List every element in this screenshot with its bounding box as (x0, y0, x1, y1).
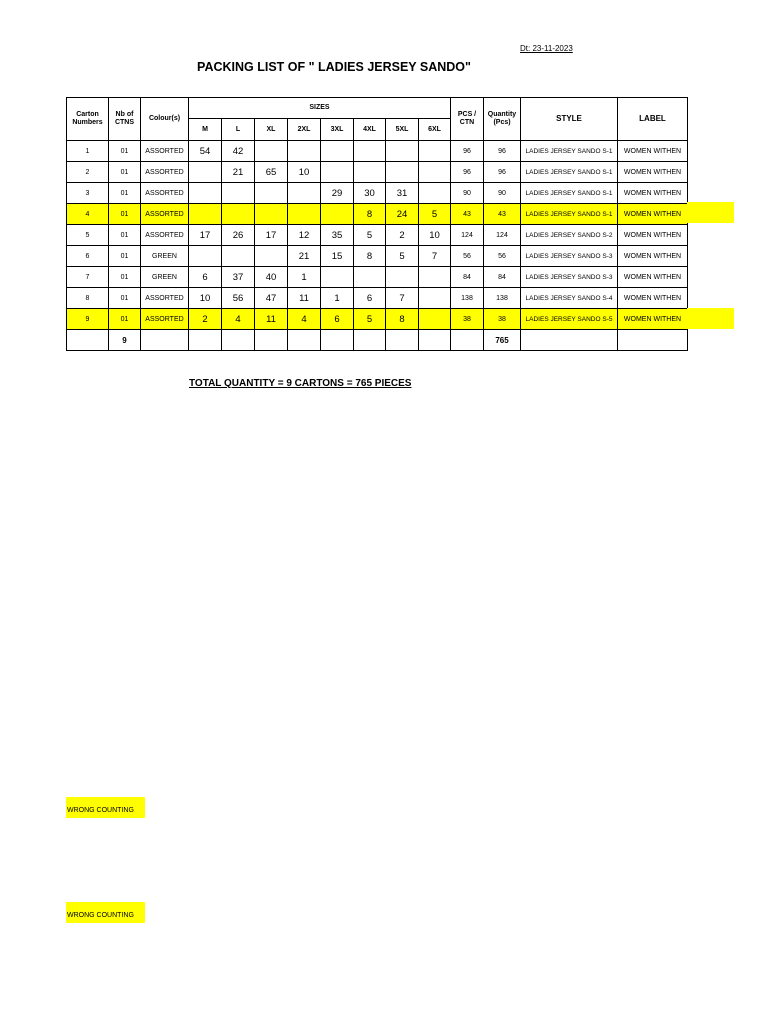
highlight-extension (687, 202, 734, 223)
size-qty: 40 (255, 267, 288, 288)
style: LADIES JERSEY SANDO S-1 (521, 162, 618, 183)
size-qty: 15 (321, 246, 354, 267)
nb-ctns: 01 (109, 288, 141, 309)
total-cell (386, 330, 419, 351)
carton-number: 6 (67, 246, 109, 267)
table-row (67, 288, 688, 309)
label: WOMEN WITHEN (618, 204, 688, 225)
size-qty (419, 267, 451, 288)
quantity: 124 (484, 225, 521, 246)
size-qty (386, 141, 419, 162)
size-qty (321, 162, 354, 183)
header-carton: Carton Numbers (67, 98, 109, 141)
size-qty: 42 (222, 141, 255, 162)
size-qty: 37 (222, 267, 255, 288)
style: LADIES JERSEY SANDO S-2 (521, 225, 618, 246)
quantity: 84 (484, 267, 521, 288)
size-qty: 5 (386, 246, 419, 267)
style: LADIES JERSEY SANDO S-3 (521, 267, 618, 288)
size-qty: 7 (419, 246, 451, 267)
nb-ctns: 01 (109, 309, 141, 330)
nb-ctns: 01 (109, 162, 141, 183)
quantity: 138 (484, 288, 521, 309)
pcs-per-ctn: 90 (451, 183, 484, 204)
size-qty: 5 (354, 225, 386, 246)
size-qty (321, 267, 354, 288)
carton-number: 1 (67, 141, 109, 162)
table-row (67, 309, 688, 330)
label: WOMEN WITHEN (618, 183, 688, 204)
pcs-per-ctn: 56 (451, 246, 484, 267)
size-qty: 31 (386, 183, 419, 204)
size-qty: 26 (222, 225, 255, 246)
size-qty (189, 204, 222, 225)
quantity: 43 (484, 204, 521, 225)
size-qty: 10 (288, 162, 321, 183)
size-qty (354, 267, 386, 288)
pcs-per-ctn: 96 (451, 162, 484, 183)
header-size-6xl: 6XL (419, 119, 451, 141)
size-qty: 54 (189, 141, 222, 162)
header-style: STYLE (521, 98, 618, 141)
size-qty (354, 162, 386, 183)
size-qty: 7 (386, 288, 419, 309)
total-cell (222, 330, 255, 351)
quantity: 56 (484, 246, 521, 267)
quantity: 96 (484, 141, 521, 162)
style: LADIES JERSEY SANDO S-5 (521, 309, 618, 330)
pcs-per-ctn: 124 (451, 225, 484, 246)
size-qty (288, 141, 321, 162)
wrong-counting-note: WRONG COUNTING (66, 902, 145, 923)
colour: ASSORTED (141, 204, 189, 225)
header-size-xl: XL (255, 119, 288, 141)
size-qty: 2 (386, 225, 419, 246)
size-qty (222, 183, 255, 204)
total-quantity: 765 (484, 330, 521, 351)
size-qty: 1 (288, 267, 321, 288)
table-row (67, 183, 688, 204)
size-qty (189, 183, 222, 204)
total-cell (451, 330, 484, 351)
table-row (67, 204, 688, 225)
size-qty: 4 (222, 309, 255, 330)
size-qty: 29 (321, 183, 354, 204)
size-qty (386, 267, 419, 288)
total-cell (521, 330, 618, 351)
label: WOMEN WITHEN (618, 267, 688, 288)
size-qty (255, 246, 288, 267)
packing-list-table (66, 97, 688, 351)
colour: GREEN (141, 267, 189, 288)
style: LADIES JERSEY SANDO S-1 (521, 204, 618, 225)
size-qty: 8 (354, 204, 386, 225)
header-label: LABEL (618, 98, 688, 141)
header-size-3xl: 3XL (321, 119, 354, 141)
label: WOMEN WITHEN (618, 162, 688, 183)
size-qty (354, 141, 386, 162)
size-qty: 6 (321, 309, 354, 330)
colour: ASSORTED (141, 141, 189, 162)
size-qty: 21 (222, 162, 255, 183)
nb-ctns: 01 (109, 141, 141, 162)
table-row (67, 267, 688, 288)
size-qty: 30 (354, 183, 386, 204)
colour: ASSORTED (141, 183, 189, 204)
quantity: 90 (484, 183, 521, 204)
size-qty: 6 (189, 267, 222, 288)
size-qty (189, 246, 222, 267)
total-cell (288, 330, 321, 351)
total-cell (67, 330, 109, 351)
size-qty (419, 141, 451, 162)
size-qty: 5 (419, 204, 451, 225)
wrong-counting-note: WRONG COUNTING (66, 797, 145, 818)
header-size-5xl: 5XL (386, 119, 419, 141)
colour: GREEN (141, 246, 189, 267)
size-qty: 65 (255, 162, 288, 183)
size-qty: 17 (189, 225, 222, 246)
page-title (0, 60, 768, 74)
quantity: 38 (484, 309, 521, 330)
label: WOMEN WITHEN (618, 141, 688, 162)
size-qty (255, 204, 288, 225)
label: WOMEN WITHEN (618, 246, 688, 267)
size-qty: 10 (419, 225, 451, 246)
colour: ASSORTED (141, 288, 189, 309)
size-qty: 35 (321, 225, 354, 246)
size-qty: 24 (386, 204, 419, 225)
total-cell (354, 330, 386, 351)
colour: ASSORTED (141, 309, 189, 330)
header-size-4xl: 4XL (354, 119, 386, 141)
total-quantity-line: TOTAL QUANTITY = 9 CARTONS = 765 PIECES (189, 378, 412, 389)
header-nb-ctns: Nb of CTNS (109, 98, 141, 141)
carton-number: 9 (67, 309, 109, 330)
table-row (67, 141, 688, 162)
header-sizes: SIZES (189, 98, 451, 119)
style: LADIES JERSEY SANDO S-3 (521, 246, 618, 267)
size-qty (222, 246, 255, 267)
size-qty (288, 183, 321, 204)
size-qty: 12 (288, 225, 321, 246)
pcs-per-ctn: 96 (451, 141, 484, 162)
style: LADIES JERSEY SANDO S-4 (521, 288, 618, 309)
size-qty (222, 204, 255, 225)
nb-ctns: 01 (109, 204, 141, 225)
size-qty (189, 162, 222, 183)
size-qty: 47 (255, 288, 288, 309)
table-row (67, 225, 688, 246)
header-size-2xl: 2XL (288, 119, 321, 141)
nb-ctns: 01 (109, 246, 141, 267)
carton-number: 5 (67, 225, 109, 246)
size-qty: 56 (222, 288, 255, 309)
total-cell (189, 330, 222, 351)
pcs-per-ctn: 43 (451, 204, 484, 225)
label: WOMEN WITHEN (618, 288, 688, 309)
total-cartons: 9 (109, 330, 141, 351)
size-qty: 11 (255, 309, 288, 330)
size-qty (419, 183, 451, 204)
table-row (67, 246, 688, 267)
colour: ASSORTED (141, 225, 189, 246)
carton-number: 7 (67, 267, 109, 288)
total-cell (141, 330, 189, 351)
nb-ctns: 01 (109, 267, 141, 288)
pcs-per-ctn: 138 (451, 288, 484, 309)
header-size-m: M (189, 119, 222, 141)
total-cell (255, 330, 288, 351)
totals-row (67, 330, 688, 351)
size-qty: 2 (189, 309, 222, 330)
size-qty: 5 (354, 309, 386, 330)
size-qty: 8 (354, 246, 386, 267)
label: WOMEN WITHEN (618, 309, 688, 330)
table-row (67, 162, 688, 183)
size-qty (419, 288, 451, 309)
size-qty (419, 162, 451, 183)
header-pcs-ctn: PCS / CTN (451, 98, 484, 141)
colour: ASSORTED (141, 162, 189, 183)
carton-number: 4 (67, 204, 109, 225)
total-cell (419, 330, 451, 351)
size-qty (321, 204, 354, 225)
date-label: Dt: 23-11-2023 (520, 44, 573, 53)
carton-number: 3 (67, 183, 109, 204)
size-qty: 10 (189, 288, 222, 309)
size-qty: 17 (255, 225, 288, 246)
size-qty: 1 (321, 288, 354, 309)
nb-ctns: 01 (109, 225, 141, 246)
style: LADIES JERSEY SANDO S-1 (521, 183, 618, 204)
page-title-text: PACKING LIST OF " LADIES JERSEY SANDO" (197, 60, 471, 74)
size-qty: 11 (288, 288, 321, 309)
size-qty (386, 162, 419, 183)
style: LADIES JERSEY SANDO S-1 (521, 141, 618, 162)
quantity: 96 (484, 162, 521, 183)
pcs-per-ctn: 38 (451, 309, 484, 330)
header-quantity: Quantity (Pcs) (484, 98, 521, 141)
size-qty: 8 (386, 309, 419, 330)
size-qty: 4 (288, 309, 321, 330)
highlight-extension (687, 308, 734, 329)
size-qty (288, 204, 321, 225)
pcs-per-ctn: 84 (451, 267, 484, 288)
total-cell (618, 330, 688, 351)
total-cell (321, 330, 354, 351)
size-qty (255, 141, 288, 162)
size-qty: 6 (354, 288, 386, 309)
size-qty (321, 141, 354, 162)
size-qty: 21 (288, 246, 321, 267)
nb-ctns: 01 (109, 183, 141, 204)
carton-number: 8 (67, 288, 109, 309)
carton-number: 2 (67, 162, 109, 183)
header-size-l: L (222, 119, 255, 141)
header-colour: Colour(s) (141, 98, 189, 141)
size-qty (419, 309, 451, 330)
label: WOMEN WITHEN (618, 225, 688, 246)
size-qty (255, 183, 288, 204)
